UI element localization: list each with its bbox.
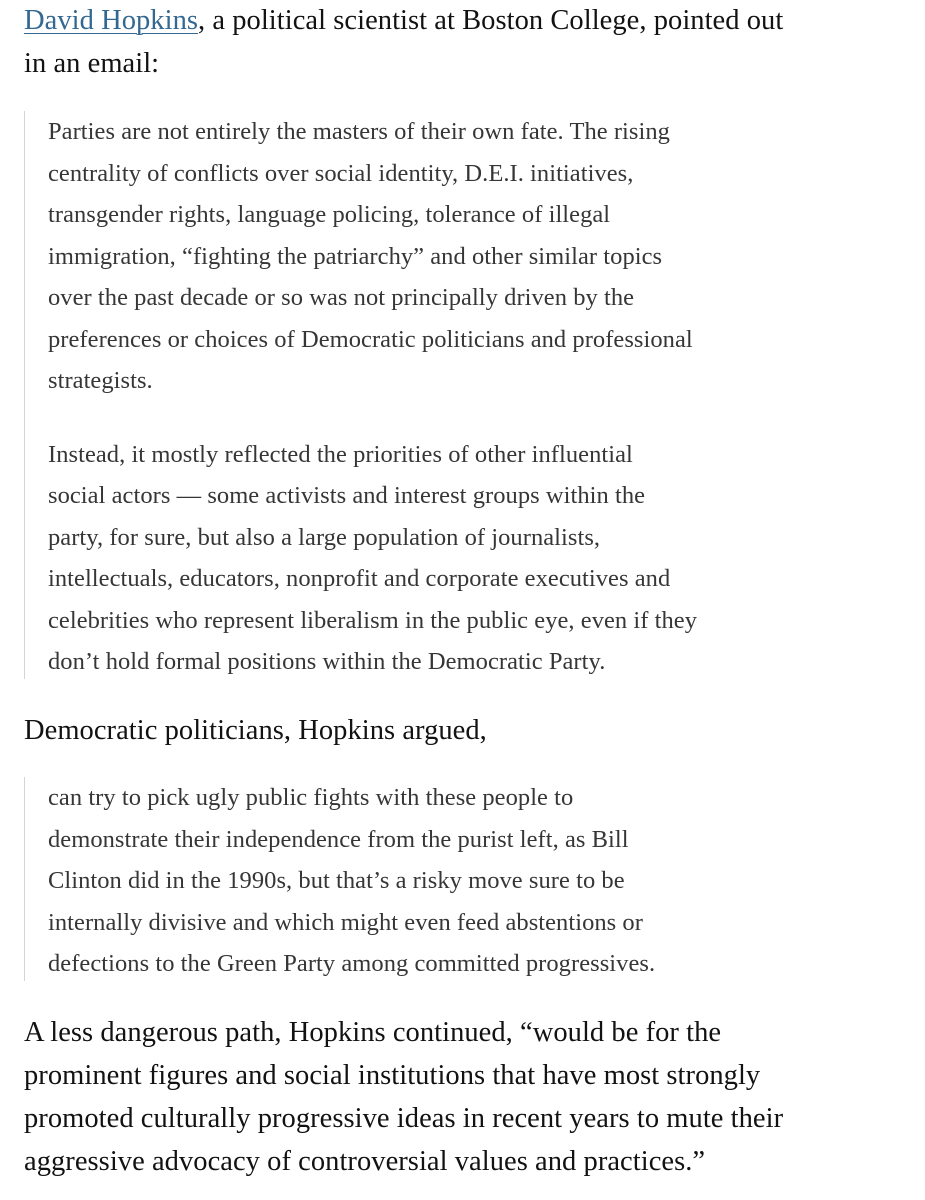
continued-line: prominent figures and social institutions that have most strongly [24, 1060, 761, 1091]
quote-line: centrality of conflicts over social identity, D.E.I. initiatives, [48, 159, 634, 187]
quote-line: Instead, it mostly reflected the priorities of other influential [48, 440, 633, 468]
quote-line: transgender rights, language policing, tolerance of illegal [48, 201, 611, 228]
blockquote-hopkins-2 [24, 777, 908, 981]
quote-line: celebrities who represent liberalism in the public eye, even if they [48, 606, 698, 634]
quote-line: intellectuals, educators, nonprofit and corporate executives and [48, 565, 671, 592]
continued-line: promoted culturally progressive ideas in recent years to mute their [24, 1103, 784, 1134]
quote-line: social actors — some activists and interest groups within the [48, 482, 646, 509]
quote-paragraph-1 [48, 111, 908, 402]
author-link[interactable]: David Hopkins [24, 5, 199, 36]
intro-line-1 [24, 0, 783, 42]
argued-line: Democratic politicians, Hopkins argued, [24, 715, 487, 746]
intro-line-1-text: , a political scientist at Boston College, pointed out [198, 5, 784, 36]
quote-line: over the past decade or so was not principally driven by the [48, 284, 635, 311]
quote-line: can try to pick ugly public fights with these people to [48, 784, 574, 811]
quote-line: Clinton did in the 1990s, but that’s a risky move sure to be [48, 867, 625, 894]
continued-line: A less dangerous path, Hopkins continued, “would be for the [24, 1017, 722, 1048]
quote-line: Parties are not entirely the masters of their own fate. The rising [48, 118, 670, 145]
quote-line: don’t hold formal positions within the Democratic Party. [48, 648, 606, 675]
quote-line: demonstrate their independence from the purist left, as Bill [48, 825, 629, 853]
intro-line-2: in an email: [24, 48, 160, 79]
continued-line: aggressive advocacy of controversial values and practices.” [24, 1146, 706, 1177]
quote-line: defections to the Green Party among committed progressives. [48, 950, 656, 977]
quote-paragraph-3 [48, 777, 908, 985]
quote-line: preferences or choices of Democratic politicians and professional [48, 325, 693, 353]
quote-line: internally divisive and which might even feed abstentions or [48, 908, 643, 936]
blockquote-hopkins-1 [24, 111, 908, 679]
quote-line: party, for sure, but also a large population of journalists, [48, 523, 601, 551]
continued-paragraph [24, 1011, 783, 1183]
quote-line: immigration, “fighting the patriarchy” and other similar topics [48, 242, 663, 270]
quote-paragraph-2 [48, 434, 908, 683]
argued-paragraph [24, 709, 487, 752]
intro-paragraph [24, 0, 783, 85]
quote-line: strategists. [48, 367, 153, 394]
